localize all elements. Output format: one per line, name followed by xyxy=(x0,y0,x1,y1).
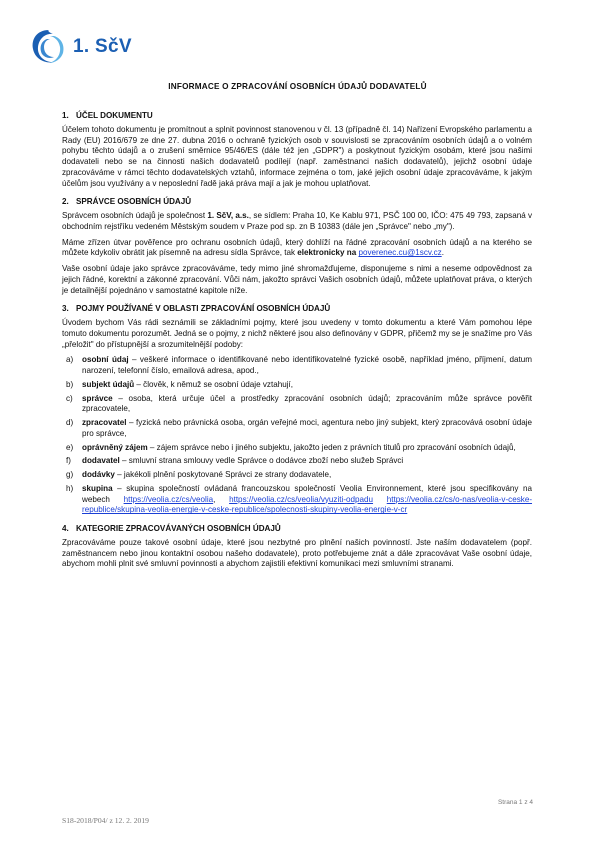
section-4-paragraph: Zpracováváme pouze takové osobní údaje, které jsou nezbytné pro plnění našich povinností. Jste naším dodavatelem (popř. zaměstnancem nebo jinou kontaktní osobou našeho dodavatele), proto potřebujeme znát a dále zpracovávat Vaše osobní údaje, abychom mohli plnit své smluvní povinnosti a abychom zajistili efektivní komunikaci mezi smluvními stranami. xyxy=(62,537,532,569)
definition-item: f) dodavatel – smluvní strana smlouvy vedle Správce o dodávce zboží nebo služeb Správci xyxy=(66,456,404,466)
section-2-paragraph-3: Vaše osobní údaje jako správce zpracováváme, tedy mimo jiné shromažďujeme, disponujeme s nimi a neseme odpovědnost za jejich řádné, korektní a zákonné zpracování. Vůči nám, jakožto správci Vašich osobních údajů, můžete uplatňovat práva, o kterých je detailnější pojednáno v samostatné kapitole níže. xyxy=(62,264,532,295)
section-heading-2: 2. SPRÁVCE OSOBNÍCH ÚDAJŮ xyxy=(62,197,192,207)
definitions-list xyxy=(62,355,532,516)
section-heading-3: 3. POJMY POUŽÍVANÉ V OBLASTI ZPRACOVÁNÍ OSOBNÍCH ÚDAJŮ xyxy=(62,304,331,314)
veolia-waste-link[interactable]: https://veolia.cz/cs/veolia/vyuziti-odpadu xyxy=(229,494,374,504)
document-title: INFORMACE O ZPRACOVÁNÍ OSOBNÍCH ÚDAJŮ DODAVATELŮ xyxy=(168,82,427,91)
section-heading-1: 1. ÚČEL DOKUMENTU xyxy=(62,111,153,120)
section-heading-4: 4. KATEGORIE ZPRACOVÁVANÝCH OSOBNÍCH ÚDAJŮ xyxy=(62,524,281,533)
section-1-paragraph: Účelem tohoto dokumentu je promítnout a splnit povinnost stanovenou v čl. 13 (případně čl. 14) Nařízení Evropského parlamentu a Rady (EU) 2016/679 ze dne 27. dubna 2016 o ochraně fyzických osob v souvislosti se zpracováním osobních údajů a o volném pohybu těchto údajů a o zrušení směrnice 95/46/ES (dále též jen „GDPR") a poskytnout fyzickým osobám, které jsou našimi dodavateli nebo se na činnosti našich dodavatelů podílejí (např. zaměstnanci našich dodavatelů), jejichž osobní údaje zpracováváme v rámci těchto dodavatelských vztahů, informace zejména o tom, jaké jejich osobní údaje zpracováváme, k jakým účelům jsou využívány a v neposlední řadě jaká práva mají a jak je mohou uplatňovat. xyxy=(62,124,532,188)
definition-item: b) subjekt údajů – člověk, k němuž se osobní údaje vztahují, xyxy=(66,379,293,389)
veolia-link[interactable]: https://veolia.cz/cs/veolia xyxy=(123,494,214,504)
document-body xyxy=(62,103,532,575)
definition-item: g) dodávky – jakékoli plnění poskytované Správci ze strany dodavatele, xyxy=(66,470,332,479)
section-3-paragraph: Úvodem bychom Vás rádi seznámili se základními pojmy, které jsou uvedeny v tomto dokumentu a které Vám pomohou lépe tomuto dokumentu porozumět. Jedná se o pojmy, z nichž některé jsou also definovány v GDPR, přičemž my se je snažíme pro Vás „přeložit" do přístupnější a srozumitelnější podoby: xyxy=(62,318,532,349)
document-reference: S18-2018/P04/ z 12. 2. 2019 xyxy=(62,816,149,825)
definition-item: d) zpracovatel – fyzická nebo právnická osoba, orgán veřejné moci, agentura nebo jiný subjekt, který zpracovává osobní údaje pro správce, xyxy=(66,418,532,438)
section-2-paragraph-1: Správcem osobních údajů je společnost 1. SčV, a.s., se sídlem: Praha 10, Ke Kablu 971, PSČ 100 00, IČO: 475 49 793, zapsaná v obchodním rejstříku vedeném Městským soudem v Praze pod sp. zn B 10383 (dále jen „Správce" nebo „my"). xyxy=(62,211,532,231)
logo-swirl-icon xyxy=(28,26,70,68)
logo-text: 1. SčV xyxy=(73,36,132,58)
dpo-email-link[interactable]: poverenec.cu@1scv.cz xyxy=(358,248,442,258)
company-name: 1. SčV, a.s. xyxy=(207,211,249,220)
definition-item: e) oprávněný zájem – zájem správce nebo i jiného subjektu, jakožto jeden z právních titulů pro zpracování osobních údajů, xyxy=(66,442,516,452)
definition-item: a) osobní údaj – veškeré informace o identifikované nebo identifikovatelné fyzické osobě, například jméno, příjmení, datum narození, telefonní číslo, emailová adresa, apod., xyxy=(66,355,532,375)
definition-item: c) správce – osoba, která určuje účel a prostředky zpracování osobních údajů; zpracováním může správce pověřit zpracovatele, xyxy=(66,393,532,414)
veolia-energy-link[interactable]: https://veolia.cz/cs/o-nas/veolia-v-ceske-republice/skupina-veolia-energie-v-ceske-republice/spolecnosti-skupiny-veolia-energie-v-cr xyxy=(82,494,533,515)
page-number: Strana 1 z 4 xyxy=(497,799,533,806)
section-2-paragraph-2: Máme zřízen útvar pověřence pro ochranu osobních údajů, který dohlíží na řádné zpracování osobních údajů a na kterého se můžete kdykoliv obrátit jak písemně na adresu sídla Správce, tak elektronicky na poverenec.cu@1scv.cz. xyxy=(62,237,532,258)
company-logo xyxy=(28,26,138,68)
definition-item: h) skupina – skupina společností ovládaná francouzskou společností Veolia Environnement, které jsou specifikovány na webech https://veolia.cz/cs/veolia, https://veolia.cz/cs/veolia/vyuziti-odpadu https://veolia.cz/cs/o-nas/veolia-v-ceske-republice/skupina-veolia-energie-v-ceske-republice/spolecnosti-skupiny-veolia-energie-v-cr xyxy=(66,483,533,515)
